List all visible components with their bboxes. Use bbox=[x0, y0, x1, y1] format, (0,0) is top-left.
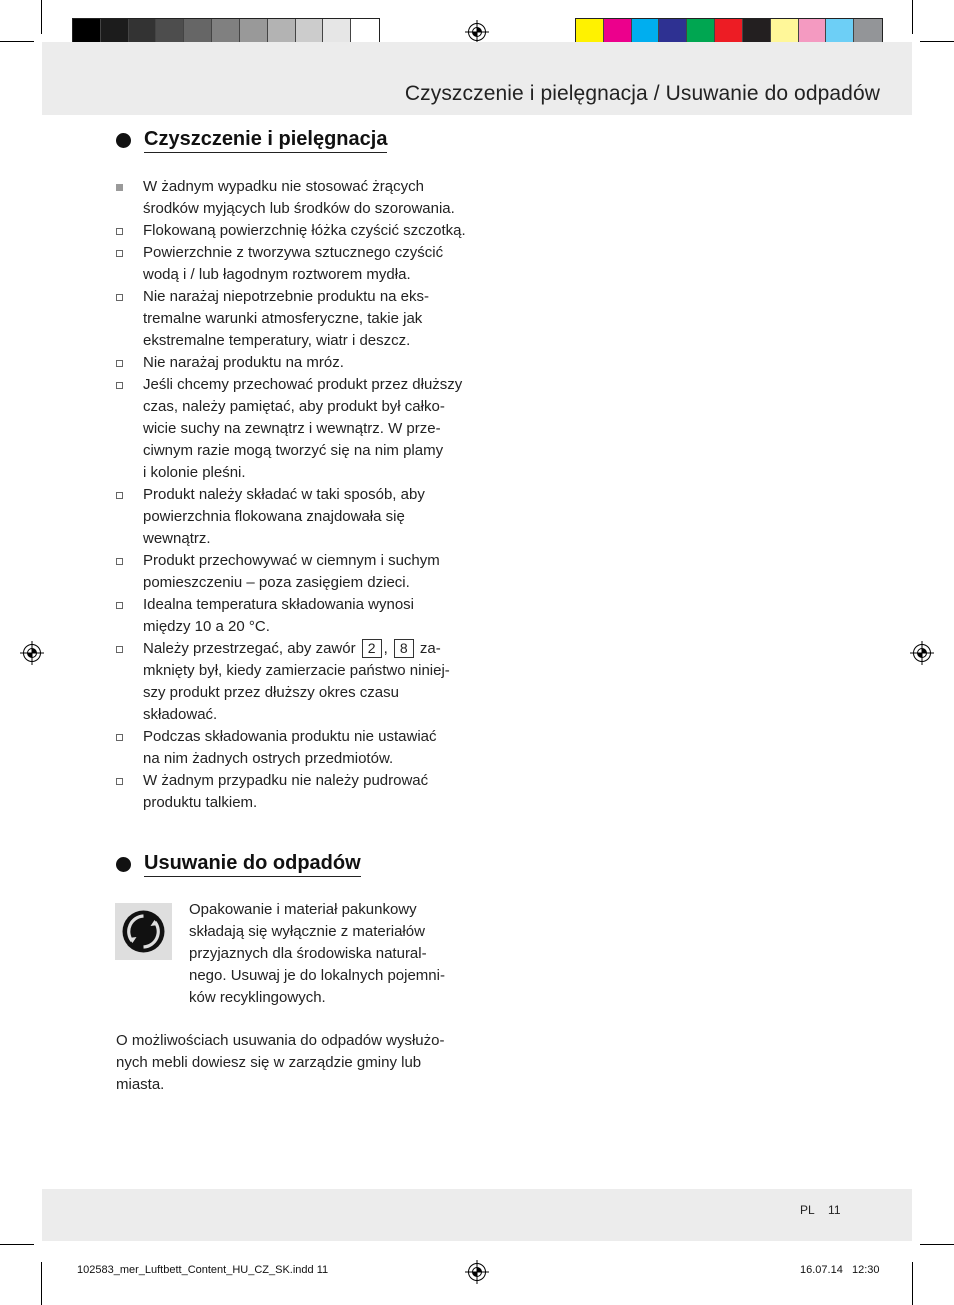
packaging-paragraph bbox=[189, 899, 445, 1009]
list-item-line: składować. bbox=[143, 706, 218, 723]
square-bullet-icon bbox=[116, 250, 123, 257]
square-bullet-icon bbox=[116, 382, 123, 389]
list-item-line: na nim żadnych ostrych przedmiotów. bbox=[143, 750, 394, 767]
list-item-line: Podczas składowania produktu nie ustawiać bbox=[143, 728, 437, 745]
slug-datetime bbox=[800, 1264, 880, 1276]
square-bullet-icon bbox=[116, 646, 123, 653]
list-item-line: ekstremalne temperatury, wiatr i deszcz. bbox=[143, 332, 411, 349]
paragraph-line: miasta. bbox=[116, 1076, 165, 1093]
list-item bbox=[116, 176, 476, 220]
list-item-valve bbox=[116, 638, 476, 726]
page-header-title: Czyszczenie i pielęgnacja / Usuwanie do odpadów bbox=[404, 82, 880, 105]
list-item bbox=[116, 726, 476, 770]
list-item-text: za- bbox=[419, 640, 441, 657]
list-item-line: tremalne warunki atmosferyczne, takie jak bbox=[143, 310, 423, 327]
slug-filename: 102583_mer_Luftbett_Content_HU_CZ_SK.indd 11 bbox=[77, 1264, 329, 1276]
section-title: Usuwanie do odpadów bbox=[144, 852, 361, 877]
square-bullet-icon bbox=[116, 360, 123, 367]
paragraph-line: składają się wyłącznie z materiałów bbox=[189, 923, 425, 940]
section-heading-disposal bbox=[116, 852, 361, 877]
square-bullet-icon bbox=[116, 228, 123, 235]
registration-mark-icon bbox=[465, 20, 489, 44]
section-heading-cleaning bbox=[116, 128, 387, 153]
list-item-line: Idealna temperatura składowania wynosi bbox=[143, 596, 414, 613]
language-code: PL bbox=[800, 1203, 815, 1217]
page-number bbox=[800, 1203, 841, 1217]
furniture-disposal-paragraph bbox=[116, 1030, 445, 1096]
list-item-line: Produkt przechowywać w ciemnym i suchym bbox=[143, 552, 440, 569]
square-bullet-icon bbox=[116, 492, 123, 499]
heading-bullet-icon bbox=[116, 133, 131, 148]
square-bullet-icon bbox=[116, 294, 123, 301]
list-item bbox=[116, 220, 476, 242]
square-bullet-icon bbox=[116, 558, 123, 565]
part-reference-box: 2 bbox=[362, 639, 382, 658]
cleaning-list bbox=[116, 176, 476, 814]
part-reference-box: 8 bbox=[394, 639, 414, 658]
paragraph-line: Opakowanie i materiał pakunkowy bbox=[189, 901, 417, 918]
list-item-line: ciwnym razie mogą tworzyć się na nim plamy bbox=[143, 442, 444, 459]
paragraph-line: nego. Usuwaj je do lokalnych pojemni- bbox=[189, 967, 445, 984]
slug-time: 12:30 bbox=[852, 1264, 880, 1276]
list-item-line: pomieszczeniu – poza zasięgiem dzieci. bbox=[143, 574, 410, 591]
list-item-line: i kolonie pleśni. bbox=[143, 464, 246, 481]
square-bullet-icon bbox=[116, 734, 123, 741]
list-item-line: wodą i / lub łagodnym roztworem mydła. bbox=[143, 266, 411, 283]
heading-bullet-icon bbox=[116, 857, 131, 872]
paragraph-line: nych mebli dowiesz się w zarządzie gminy lub bbox=[116, 1054, 422, 1071]
slug-date: 16.07.14 bbox=[800, 1264, 843, 1276]
green-dot-recycling-icon bbox=[115, 903, 172, 960]
list-item-text: Należy przestrzegać, aby zawór bbox=[143, 640, 356, 657]
footer-band bbox=[42, 1189, 912, 1241]
list-item bbox=[116, 242, 476, 286]
square-bullet-icon bbox=[116, 184, 123, 191]
paragraph-line: O możliwościach usuwania do odpadów wysłużo- bbox=[116, 1032, 445, 1049]
paragraph-line: przyjaznych dla środowiska natural- bbox=[189, 945, 427, 962]
list-item-text: , bbox=[383, 640, 388, 657]
square-bullet-icon bbox=[116, 778, 123, 785]
list-item-line: W żadnym przypadku nie należy pudrować bbox=[143, 772, 429, 789]
list-item bbox=[116, 484, 476, 550]
list-item-line: między 10 a 20 °C. bbox=[143, 618, 270, 635]
registration-mark-icon bbox=[465, 1260, 489, 1284]
list-item-line: Powierzchnie z tworzywa sztucznego czyścić bbox=[143, 244, 444, 261]
list-item bbox=[116, 286, 476, 352]
section-title: Czyszczenie i pielęgnacja bbox=[144, 128, 387, 153]
registration-mark-icon bbox=[20, 641, 44, 665]
list-item-line: Nie narażaj niepotrzebnie produktu na eks- bbox=[143, 288, 430, 305]
registration-mark-icon bbox=[910, 641, 934, 665]
list-item-line: mknięty był, kiedy zamierzacie państwo niniej- bbox=[143, 662, 450, 679]
list-item-line: wicie suchy na zewnątrz i wewnątrz. W prze- bbox=[143, 420, 441, 437]
page-number-value: 11 bbox=[828, 1203, 841, 1217]
list-item-line: Nie narażaj produktu na mróz. bbox=[143, 354, 344, 371]
list-item-line: produktu talkiem. bbox=[143, 794, 258, 811]
list-item-line bbox=[143, 638, 476, 660]
list-item-line: środków myjących lub środków do szorowania. bbox=[143, 200, 455, 217]
list-item-line: czas, należy pamiętać, aby produkt był całko- bbox=[143, 398, 445, 415]
list-item bbox=[116, 374, 476, 484]
list-item-line: Jeśli chcemy przechować produkt przez dłuższy bbox=[143, 376, 463, 393]
list-item-line: W żadnym wypadku nie stosować żrących bbox=[143, 178, 424, 195]
paragraph-line: ków recyklingowych. bbox=[189, 989, 326, 1006]
list-item-line: Produkt należy składać w taki sposób, aby bbox=[143, 486, 425, 503]
list-item bbox=[116, 594, 476, 638]
list-item bbox=[116, 352, 476, 374]
list-item bbox=[116, 770, 476, 814]
square-bullet-icon bbox=[116, 602, 123, 609]
list-item-line: wewnątrz. bbox=[143, 530, 211, 547]
list-item-line: powierzchnia flokowana znajdowała się bbox=[143, 508, 405, 525]
list-item bbox=[116, 550, 476, 594]
list-item-line: szy produkt przez dłuższy okres czasu bbox=[143, 684, 399, 701]
list-item-line: Flokowaną powierzchnię łóżka czyścić szczotką. bbox=[143, 222, 466, 239]
